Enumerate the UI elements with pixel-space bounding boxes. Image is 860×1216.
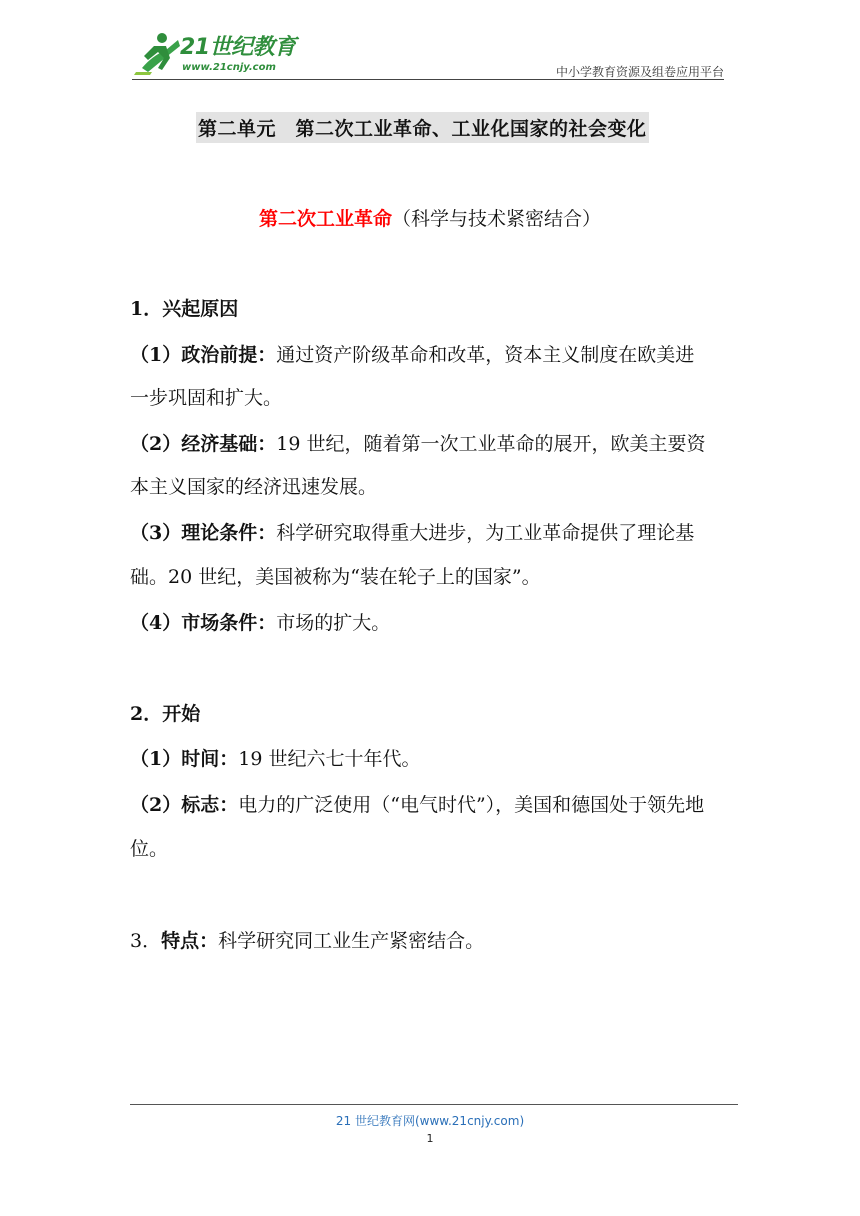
label-time: （1）时间： xyxy=(130,748,239,770)
text-features: 科学研究同工业生产紧密结合。 xyxy=(218,930,485,952)
paragraph-sign-cont: 位。 xyxy=(130,838,169,860)
paragraph-theory xyxy=(130,520,694,546)
subtitle-rest: （科学与技术紧密结合） xyxy=(392,208,602,230)
label-market: （4）市场条件： xyxy=(130,612,277,634)
paragraph-time xyxy=(130,746,420,772)
label-features: 特点： xyxy=(161,930,219,952)
paragraph-political-cont: 一步巩固和扩大。 xyxy=(130,387,283,409)
paragraph-theory-cont: 础。20 世纪，美国被称为“装在轮子上的国家”。 xyxy=(130,566,541,588)
page-number: 1 xyxy=(426,1132,434,1145)
header-divider xyxy=(132,79,724,80)
logo-url: www.21cnjy.com xyxy=(182,62,276,73)
paragraph-political xyxy=(130,342,694,368)
paragraph-economic-cont: 本主义国家的经济迅速发展。 xyxy=(130,476,378,498)
footer-site-link[interactable]: 21 世纪教育网(www.21cnjy.com) xyxy=(335,1114,525,1128)
unit-title: 第二单元 第二次工业革命、工业化国家的社会变化 xyxy=(196,112,649,143)
page-header xyxy=(132,28,724,80)
section-subtitle xyxy=(0,204,860,231)
label-features-num: 3． xyxy=(130,930,162,952)
footer-divider xyxy=(130,1104,738,1105)
runner-logo-icon xyxy=(132,28,184,78)
label-political: （1）政治前提： xyxy=(130,344,277,366)
paragraph-market xyxy=(130,610,390,636)
site-logo xyxy=(132,28,302,80)
label-economic: （2）经济基础： xyxy=(130,433,277,455)
platform-tagline: 中小学教育资源及组卷应用平台 xyxy=(555,65,724,79)
heading-causes: 1．兴起原因 xyxy=(130,298,239,320)
paragraph-economic xyxy=(130,431,705,457)
label-theory: （3）理论条件： xyxy=(130,522,277,544)
logo-text: 21世纪教育 xyxy=(180,35,296,60)
text-sign: 电力的广泛使用（“电气时代”），美国和德国处于领先地 xyxy=(238,794,705,816)
label-sign: （2）标志： xyxy=(130,794,239,816)
text-time: 19 世纪六七十年代。 xyxy=(238,748,421,770)
paragraph-sign xyxy=(130,792,704,818)
text-theory: 科学研究取得重大进步，为工业革命提供了理论基 xyxy=(276,522,695,544)
heading-start: 2．开始 xyxy=(130,703,201,725)
text-political: 通过资产阶级革命和改革，资本主义制度在欧美进 xyxy=(276,344,695,366)
paragraph-features xyxy=(130,928,484,954)
text-economic: 19 世纪，随着第一次工业革命的展开，欧美主要资 xyxy=(276,433,706,455)
text-market: 市场的扩大。 xyxy=(276,612,391,634)
subtitle-highlight: 第二次工业革命 xyxy=(258,208,392,230)
